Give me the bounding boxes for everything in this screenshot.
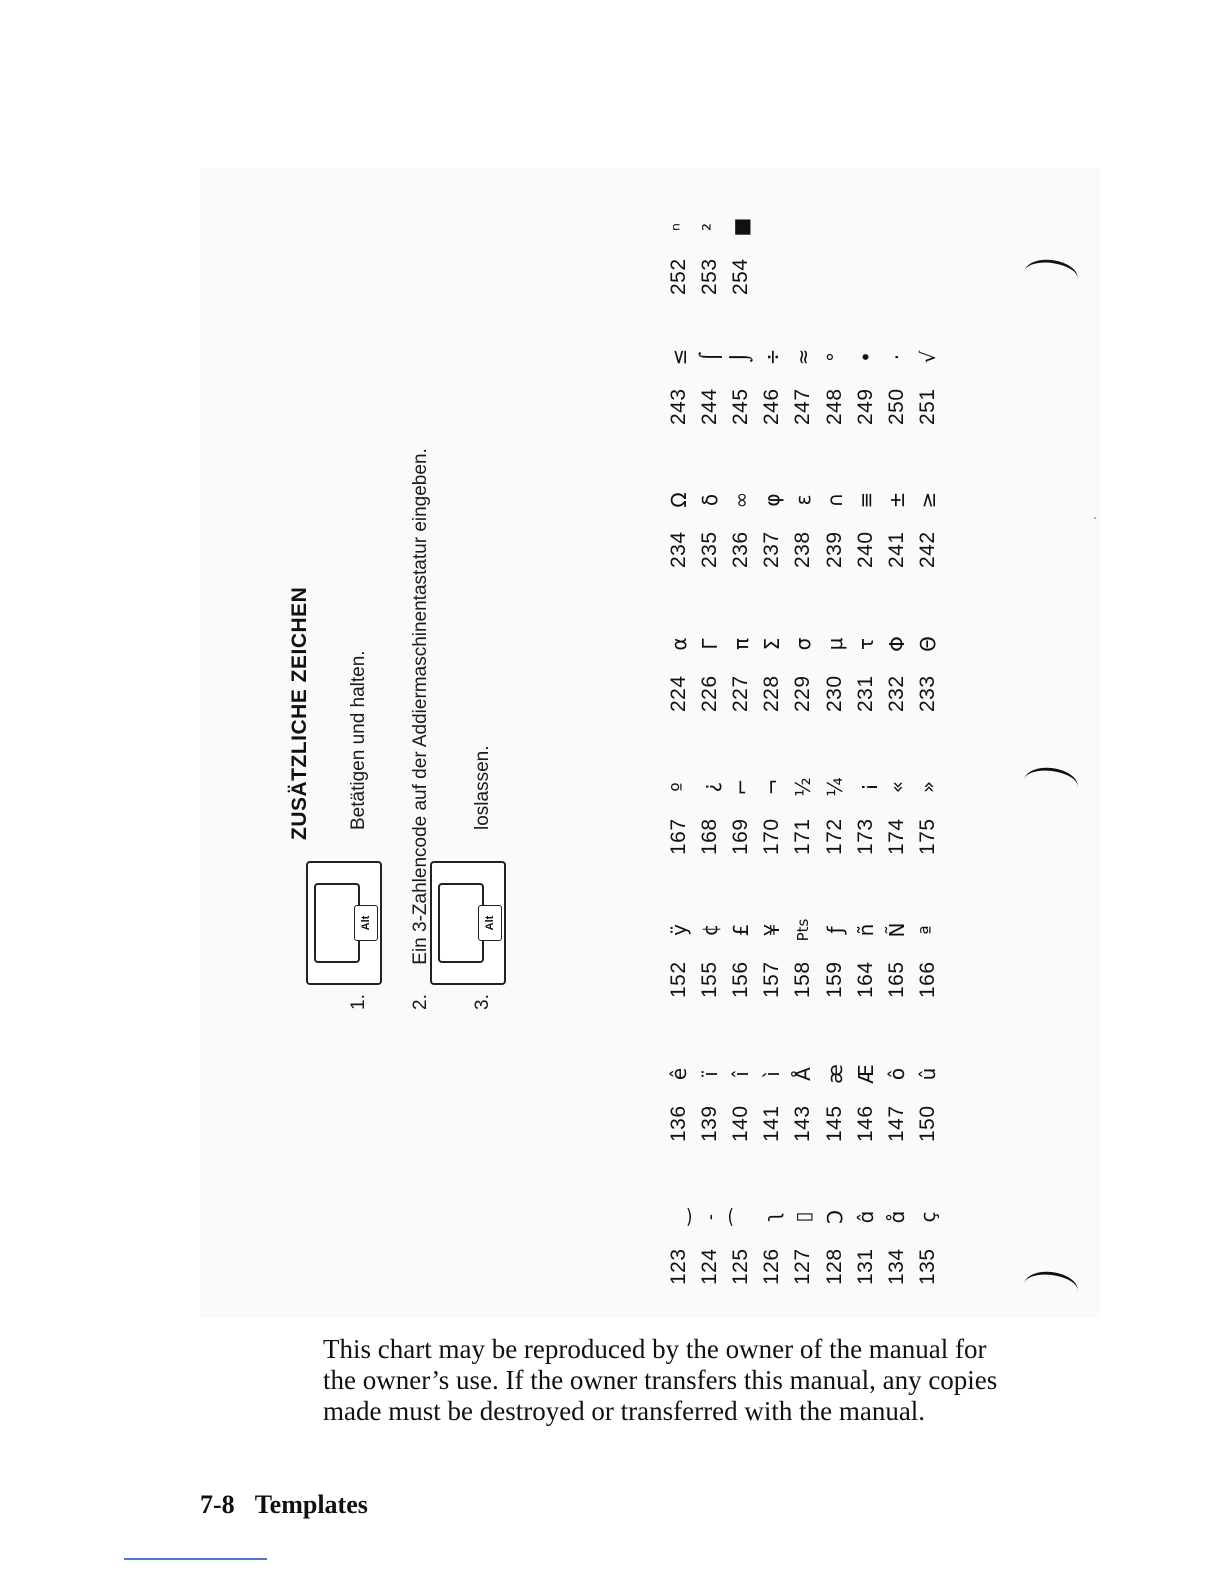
chart-entry — [881, 910, 912, 998]
char-code: 146 — [853, 1105, 877, 1142]
scan-speck — [1094, 517, 1096, 519]
char-glyph: ⌐ — [728, 778, 753, 796]
chart-entry — [788, 767, 819, 855]
char-glyph: √ — [916, 350, 941, 364]
char-code: 174 — [884, 818, 908, 855]
chart-column — [663, 1054, 944, 1142]
char-glyph: ÿ — [666, 924, 691, 936]
chart-entry — [725, 207, 756, 295]
char-code: 246 — [760, 388, 784, 425]
char-code: 125 — [728, 1248, 752, 1285]
chart-entry — [850, 767, 881, 855]
chart-entry — [725, 910, 756, 998]
char-glyph: ô — [884, 1067, 909, 1081]
step-text: Ein 3-Zahlencode auf der Addiermaschinentastatur eingeben. — [410, 448, 431, 965]
chart-entry — [881, 624, 912, 712]
char-glyph: ¢ — [697, 923, 722, 937]
chart-entry — [725, 480, 756, 568]
char-code: 171 — [791, 818, 815, 855]
char-code: 175 — [916, 818, 940, 855]
char-code: 248 — [822, 388, 846, 425]
alt-key-label: Alt — [354, 905, 378, 941]
char-code: 141 — [760, 1105, 784, 1142]
char-glyph: Æ — [853, 1064, 878, 1084]
chart-entry — [757, 480, 788, 568]
char-code: 241 — [884, 531, 908, 568]
chart-entry — [788, 624, 819, 712]
char-code: 231 — [853, 675, 877, 712]
char-code: 235 — [697, 531, 721, 568]
char-glyph: ■ — [728, 217, 753, 237]
chart-entry — [725, 337, 756, 425]
char-code: 230 — [822, 675, 846, 712]
chart-entry — [757, 767, 788, 855]
char-glyph: î — [728, 1071, 753, 1077]
char-glyph: ⁀ — [728, 1208, 753, 1226]
chart-entry — [757, 337, 788, 425]
char-code: 243 — [666, 388, 690, 425]
chart-entry — [819, 480, 850, 568]
chart-entry — [663, 624, 694, 712]
char-code: 158 — [791, 961, 815, 998]
char-code: 234 — [666, 531, 690, 568]
char-code: 236 — [728, 531, 752, 568]
chart-column — [663, 910, 944, 998]
char-code: 168 — [697, 818, 721, 855]
char-code: 249 — [853, 388, 877, 425]
char-glyph: ì — [760, 1071, 785, 1077]
char-code: 134 — [884, 1248, 908, 1285]
chart-entry — [788, 910, 819, 998]
chart-entry — [694, 1054, 725, 1142]
char-glyph: Ñ — [884, 922, 909, 938]
chart-entry — [694, 337, 725, 425]
char-glyph: ² — [697, 222, 722, 232]
char-code: 156 — [728, 961, 752, 998]
step-1 — [348, 650, 370, 1010]
char-code: 131 — [853, 1248, 877, 1285]
chart-entry — [850, 624, 881, 712]
char-glyph: • — [853, 351, 878, 363]
chart-entry — [757, 1197, 788, 1285]
chart-entry — [913, 480, 944, 568]
char-glyph: ⌠ — [697, 351, 722, 363]
char-glyph: Γ — [697, 638, 722, 650]
chart-entry — [913, 1197, 944, 1285]
char-glyph: ˗ — [697, 1213, 722, 1221]
char-code: 128 — [822, 1248, 846, 1285]
chart-entry — [725, 624, 756, 712]
chart-entry — [663, 1054, 694, 1142]
chart-entry — [694, 910, 725, 998]
chart-entry — [913, 1054, 944, 1142]
char-glyph: ¡ — [853, 782, 878, 792]
section-title: Templates — [254, 1490, 368, 1519]
char-code: 170 — [760, 818, 784, 855]
char-code: 237 — [760, 531, 784, 568]
chart-entry — [663, 337, 694, 425]
step-number: 2. — [410, 994, 431, 1010]
char-glyph: » — [916, 780, 941, 794]
chart-entry — [819, 767, 850, 855]
chart-entry — [881, 1054, 912, 1142]
chart-column — [663, 207, 757, 295]
chart-column — [663, 624, 944, 712]
alt-key-icon — [430, 857, 510, 985]
chart-entry — [850, 1197, 881, 1285]
char-glyph: ¿ — [697, 781, 722, 793]
char-glyph: ¬ — [760, 778, 785, 796]
chart-entry — [757, 624, 788, 712]
char-code: 252 — [666, 258, 690, 295]
char-glyph: Θ — [916, 636, 941, 652]
char-glyph: £ — [728, 923, 753, 937]
char-code: 136 — [666, 1105, 690, 1142]
char-glyph: π — [728, 637, 753, 651]
char-glyph: ɑ̂ — [853, 1210, 878, 1224]
char-code: 159 — [822, 961, 846, 998]
char-glyph: ½ — [791, 777, 816, 797]
chart-entry — [913, 767, 944, 855]
chart-entry — [663, 767, 694, 855]
char-glyph: · — [884, 353, 909, 361]
char-code: 169 — [728, 818, 752, 855]
char-glyph: ª — [916, 925, 941, 935]
char-glyph: û — [916, 1067, 941, 1081]
template-title: ZUSÄTZLICHE ZEICHEN — [288, 586, 311, 840]
chart-entry — [663, 1197, 694, 1285]
chart-column — [663, 1197, 944, 1285]
char-glyph: ‿ — [666, 1208, 691, 1226]
chart-entry — [913, 337, 944, 425]
chart-entry — [850, 1054, 881, 1142]
char-glyph: Ͻ — [822, 1209, 847, 1225]
chart-column — [663, 767, 944, 855]
char-glyph: ⌡ — [728, 351, 753, 363]
chart-entry — [850, 337, 881, 425]
chart-entry — [725, 767, 756, 855]
char-glyph: ∩ — [822, 492, 847, 508]
char-glyph: ▯ — [791, 1211, 816, 1223]
chart-entry — [819, 910, 850, 998]
char-glyph: τ — [853, 637, 878, 651]
chart-entry — [788, 480, 819, 568]
char-glyph: ≈ — [791, 348, 816, 366]
chart-entry — [694, 767, 725, 855]
char-code: 147 — [884, 1105, 908, 1142]
char-glyph: ÷ — [760, 348, 785, 366]
char-glyph: º — [666, 782, 691, 792]
step-2 — [410, 448, 432, 1010]
chart-entry — [819, 1054, 850, 1142]
char-code: 139 — [697, 1105, 721, 1142]
char-glyph: ƒ — [822, 926, 847, 934]
rotated-template — [258, 200, 1038, 1310]
char-code: 251 — [916, 388, 940, 425]
char-code: 233 — [916, 675, 940, 712]
chart-entry — [881, 337, 912, 425]
char-code: 167 — [666, 818, 690, 855]
char-glyph: ê — [666, 1067, 691, 1081]
char-code: 242 — [916, 531, 940, 568]
char-code: 227 — [728, 675, 752, 712]
char-code: 123 — [666, 1248, 690, 1285]
char-glyph: δ — [697, 493, 722, 507]
chart-entry — [694, 624, 725, 712]
char-code: 140 — [728, 1105, 752, 1142]
char-glyph: ± — [884, 491, 909, 509]
char-glyph: Φ — [884, 636, 909, 652]
bottom-rule — [124, 1558, 267, 1560]
char-code: 173 — [853, 818, 877, 855]
chart-column — [663, 337, 944, 425]
char-code: 135 — [916, 1248, 940, 1285]
chart-entry — [694, 207, 725, 295]
char-glyph: ¼ — [822, 777, 847, 797]
chart-entry — [757, 910, 788, 998]
chart-entry — [788, 1054, 819, 1142]
chart-entry — [881, 1197, 912, 1285]
chart-entry — [725, 1054, 756, 1142]
char-glyph: ñ — [853, 923, 878, 937]
char-code: 155 — [697, 961, 721, 998]
chart-entry — [819, 1197, 850, 1285]
char-glyph: ɑ̊ — [884, 1210, 909, 1224]
char-code: 247 — [791, 388, 815, 425]
char-glyph: ≥ — [916, 491, 941, 509]
char-code: 224 — [666, 675, 690, 712]
char-glyph: Å — [791, 1067, 816, 1081]
char-glyph: Pts — [794, 918, 813, 942]
char-code: 238 — [791, 531, 815, 568]
chart-column — [663, 480, 944, 568]
chart-entry — [663, 207, 694, 295]
char-glyph: φ — [760, 493, 785, 507]
chart-entry — [725, 1197, 756, 1285]
alt-key-label: Alt — [478, 905, 502, 941]
chart-entry — [913, 910, 944, 998]
chart-entry — [850, 480, 881, 568]
char-code: 126 — [760, 1248, 784, 1285]
char-glyph: « — [884, 780, 909, 794]
char-code: 245 — [728, 388, 752, 425]
char-glyph: æ — [822, 1064, 847, 1084]
char-code: 232 — [884, 675, 908, 712]
chart-entry — [819, 337, 850, 425]
chart-entry — [881, 480, 912, 568]
char-glyph: ʅ — [760, 1212, 785, 1222]
char-glyph: ∞ — [728, 491, 753, 509]
char-code: 166 — [916, 961, 940, 998]
section-number: 7-8 — [200, 1490, 235, 1519]
chart-entry — [819, 624, 850, 712]
chart-entry — [788, 337, 819, 425]
char-code: 152 — [666, 961, 690, 998]
reproduction-notice: This chart may be reproduced by the owner of the manual for the owner’s use. If the owner transfers this manual, any copies made must be destroyed or transferred with the manual. — [323, 1334, 998, 1426]
char-glyph: α — [666, 637, 691, 651]
char-code: 254 — [728, 258, 752, 295]
chart-entry — [913, 624, 944, 712]
char-code: 253 — [697, 258, 721, 295]
char-glyph: σ — [791, 637, 816, 651]
char-code: 228 — [760, 675, 784, 712]
chart-entry — [694, 1197, 725, 1285]
char-glyph: ï — [697, 1071, 722, 1077]
alt-key-icon — [306, 857, 386, 985]
char-glyph: ≡ — [853, 491, 878, 509]
step-text: Betätigen und halten. — [348, 650, 369, 830]
char-code: 145 — [822, 1105, 846, 1142]
chart-entry — [788, 1197, 819, 1285]
char-code: 239 — [822, 531, 846, 568]
char-code: 165 — [884, 961, 908, 998]
char-glyph: ≤ — [666, 348, 691, 366]
char-code: 226 — [697, 675, 721, 712]
char-code: 150 — [916, 1105, 940, 1142]
char-glyph: ε — [791, 494, 816, 506]
char-code: 172 — [822, 818, 846, 855]
chart-entry — [663, 910, 694, 998]
step-number: 3. — [472, 994, 493, 1010]
char-glyph: μ — [822, 637, 847, 651]
char-code: 250 — [884, 388, 908, 425]
char-glyph: ⁿ — [666, 223, 691, 231]
char-glyph: Σ — [760, 637, 785, 651]
chart-entry — [694, 480, 725, 568]
char-glyph: ç — [916, 1211, 941, 1223]
char-code: 143 — [791, 1105, 815, 1142]
char-code: 244 — [697, 388, 721, 425]
char-code: 229 — [791, 675, 815, 712]
char-code: 240 — [853, 531, 877, 568]
char-code: 127 — [791, 1248, 815, 1285]
page-footer — [200, 1490, 368, 1520]
char-code: 124 — [697, 1248, 721, 1285]
chart-entry — [757, 1054, 788, 1142]
chart-entry — [850, 910, 881, 998]
chart-entry — [663, 480, 694, 568]
char-code: 157 — [760, 961, 784, 998]
char-glyph: ¥ — [760, 923, 785, 937]
char-code: 164 — [853, 961, 877, 998]
char-glyph: Ω — [666, 492, 691, 508]
step-number: 1. — [348, 994, 369, 1010]
step-text: loslassen. — [472, 745, 493, 830]
chart-entry — [881, 767, 912, 855]
char-glyph: ° — [822, 352, 847, 362]
